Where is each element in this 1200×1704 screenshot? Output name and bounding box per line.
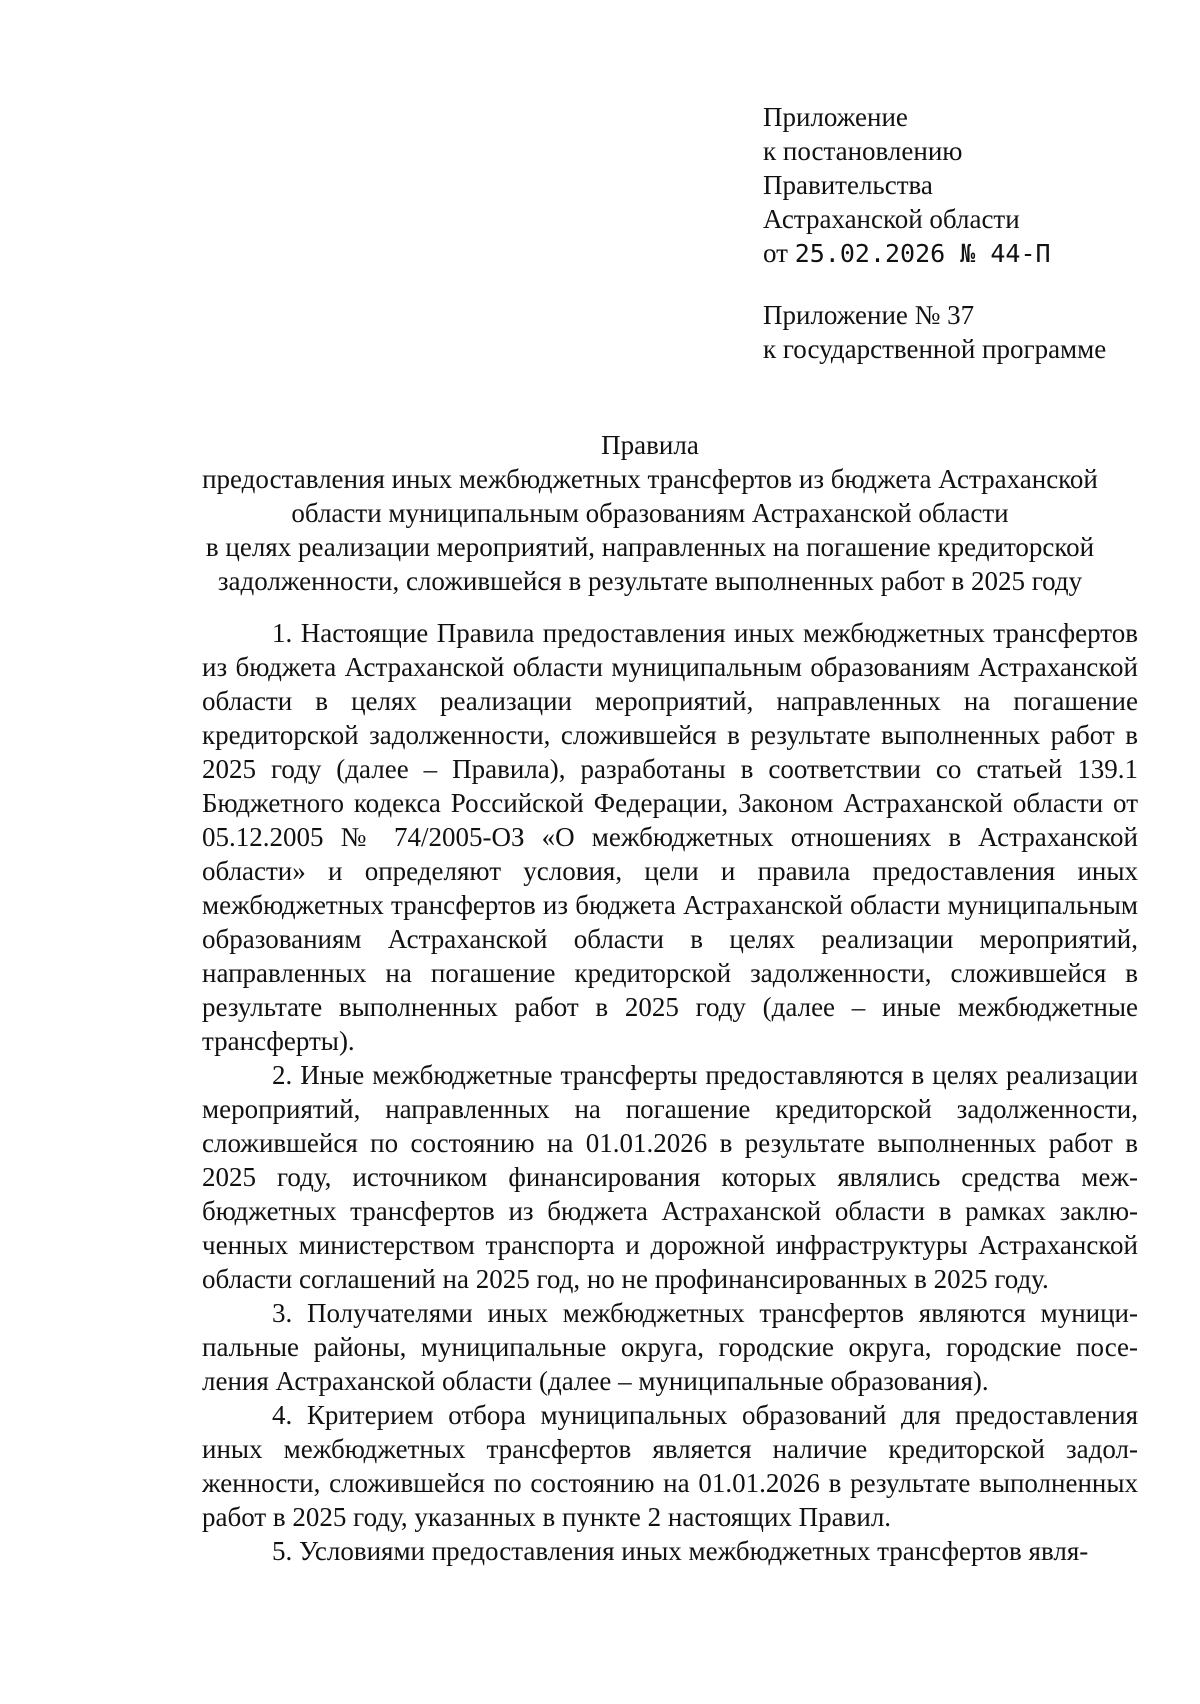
appendix-region: Астраханской области [763,204,1020,234]
paragraph-4: 4. Критерием отбора муниципальных образований для предоставления иных межбюджетных трансфертов является наличие кредиторской задолженности, сложившейся по состоянию на 01.01.2026 в результате выполненных работ в 2025 году, указанных в пункте 2 настоящих Правил. [202,1400,1138,1532]
paragraph-3: 3. Получателями иных межбюджетных трансфертов являются муниципальные районы, муниципальные округа, городские округа, городские поселения Астраханской области (далее – муниципальные образования). [202,1298,1138,1396]
paragraph-5: 5. Условиями предоставления иных межбюджетных трансфертов явля- [272,1536,1089,1566]
appendix-resolution-block [763,100,1163,271]
document-title [160,428,1140,598]
document-body [202,616,1138,1568]
title-line-2: области муниципальным образованиям Астраханской области [291,498,1009,528]
appendix-date-number: 25.02.2026 № 44-П [794,239,1051,268]
title-line-1: предоставления иных межбюджетных трансфертов из бюджета Астраханской [202,464,1098,494]
appendix-label: Приложение [763,102,908,132]
title-heading: Правила [601,430,699,460]
paragraph-2: 2. Иные межбюджетные трансферты предоставляются в целях реализации мероприятий, направленных на погашение кредиторской задолженности, сложившейся по состоянию на 01.01.2026 в результате выполненных работ в 2025 году, источником финансирования которых являлись средства межбюджетных трансфертов из бюджета Астраханской области в рамках заключенных министерством транспорта и дорожной инфраструктуры Астраханской области соглашений на 2025 год, но не профинансированных в 2025 году. [202,1060,1138,1294]
program-appendix-target: к государственной программе [763,334,1107,364]
program-appendix-number: Приложение № 37 [763,300,975,330]
appendix-program-block [763,298,1183,366]
appendix-date-line [763,236,1163,271]
appendix-to-resolution: к постановлению [763,136,963,166]
appendix-government: Правительства [763,170,933,200]
paragraph-1: 1. Настоящие Правила предоставления иных межбюджетных трансфертов из бюджета Астраханской области муниципальным образованиям Астраханской области в целях реализации мероприятий, направленных на погашение кредиторской задолженности, сложившейся в результате выполненных работ в 2025 году (далее – Правила), разработаны в соответствии со статьей 139.1 Бюджетного кодекса Российской Федерации, Законом Астраханской области от 05.12.2005 № 74/2005-ОЗ «О межбюджетных отношениях в Астраханской области» и определяют условия, цели и правила предоставления иных межбюджетных трансфертов из бюджета Астраханской области муниципальным образованиям Астраханской области в целях реализации мероприятий, направленных на погашение кредиторской задолженности, сложившейся в результате выполненных работ в 2025 году (далее – иные межбюджетные трансферты). [202,618,1138,1056]
appendix-date-prefix: от [763,238,788,268]
title-line-4: задолженности, сложившейся в результате выполненных работ в 2025 году [217,566,1083,596]
title-line-3: в целях реализации мероприятий, направленных на погашение кредиторской [205,532,1095,562]
